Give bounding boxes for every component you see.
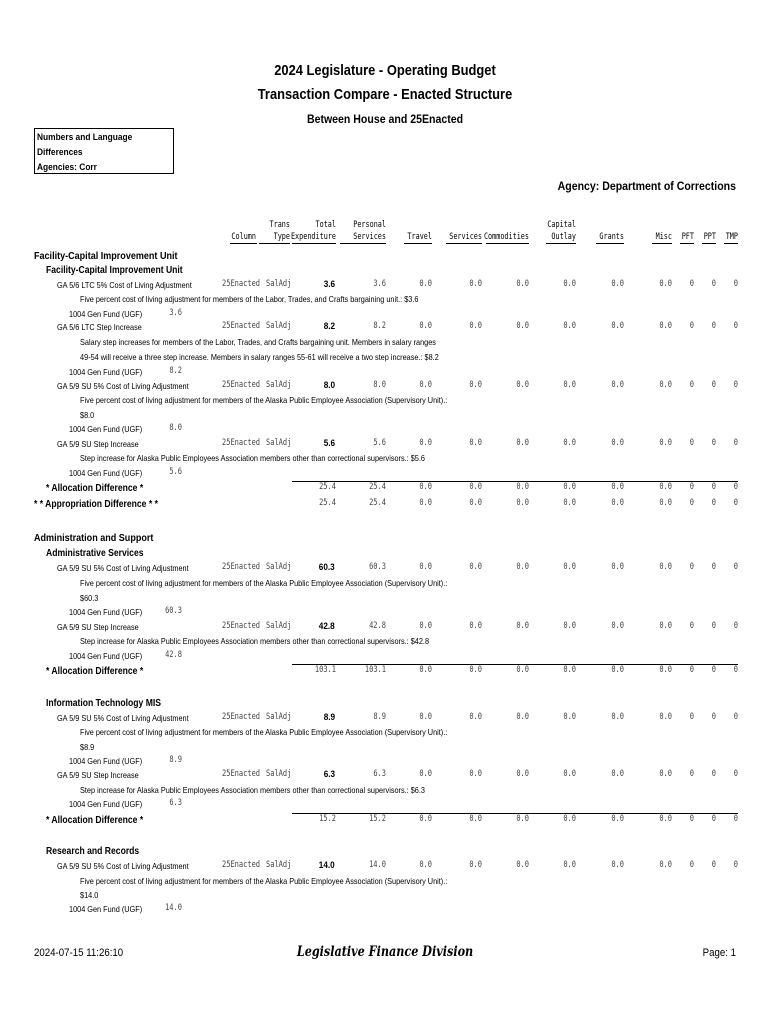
value-cell: 0 — [733, 860, 738, 870]
value-cell: 0.0 — [516, 860, 529, 870]
header-tmp: TMP — [725, 232, 738, 242]
transaction-column: 25Enacted — [222, 321, 261, 331]
value-cell: 6.3 — [373, 769, 386, 779]
transaction-description: Salary step increases for members of the Labor, Trades, and Crafts bargaining unit. Members in salary ranges — [80, 337, 436, 347]
value-cell: 0.0 — [611, 769, 624, 779]
value-cell: 0.0 — [611, 380, 624, 390]
header-personal: Personal — [353, 220, 386, 230]
header-total: Total — [315, 220, 336, 230]
fund-source: 1004 Gen Fund (UGF) — [69, 607, 143, 617]
appropriation-difference: * * Appropriation Difference * * — [34, 499, 158, 510]
total-value-cell: 25.4 — [319, 482, 336, 492]
value-cell: 42.8 — [369, 621, 386, 631]
header-type: Type — [273, 232, 290, 242]
header-ppt: PPT — [703, 232, 716, 242]
total-value-cell: 0.0 — [419, 665, 432, 675]
value-cell: 6.3 — [323, 769, 336, 780]
transaction-column: 25Enacted — [222, 380, 261, 390]
transaction-description: Five percent cost of living adjustment for members of the Alaska Public Employee Association (Supervisory Unit).: — [80, 578, 448, 588]
total-value-cell: 25.4 — [319, 498, 336, 508]
transaction-description: $8.9 — [80, 742, 95, 752]
total-value-cell: 0.0 — [563, 814, 576, 824]
value-cell: 0 — [733, 712, 738, 722]
fund-source: 1004 Gen Fund (UGF) — [69, 468, 143, 478]
allocation-heading: Research and Records — [46, 846, 140, 857]
value-cell: 0.0 — [419, 279, 432, 289]
value-cell: 0 — [689, 621, 694, 631]
value-cell: 0.0 — [419, 321, 432, 331]
total-value-cell: 0.0 — [469, 814, 482, 824]
transaction-type: SalAdj — [266, 279, 292, 289]
fund-amount: 6.3 — [169, 798, 182, 808]
value-cell: 0.0 — [516, 321, 529, 331]
transaction-description: Five percent cost of living adjustment for members of the Alaska Public Employee Association (Supervisory Unit).: — [80, 876, 448, 886]
header-expenditure: Expenditure — [290, 232, 336, 242]
transaction-name: GA 5/9 SU Step Increase — [57, 622, 139, 632]
value-cell: 0.0 — [563, 562, 576, 572]
allocation-difference: * Allocation Difference * — [46, 483, 144, 494]
fund-source: 1004 Gen Fund (UGF) — [69, 756, 143, 766]
value-cell: 0 — [733, 562, 738, 572]
total-value-cell: 0.0 — [516, 665, 529, 675]
total-value-cell: 0.0 — [516, 814, 529, 824]
fund-amount: 3.6 — [169, 308, 182, 318]
fund-amount: 5.6 — [169, 467, 182, 477]
value-cell: 0.0 — [659, 279, 672, 289]
transaction-name: GA 5/9 SU Step Increase — [57, 770, 139, 780]
fund-source: 1004 Gen Fund (UGF) — [69, 309, 143, 319]
value-cell: 0 — [689, 769, 694, 779]
allocation-heading: Facility-Capital Improvement Unit — [46, 265, 183, 276]
value-cell: 0 — [733, 321, 738, 331]
total-value-cell: 0 — [689, 482, 694, 492]
transaction-description: Five percent cost of living adjustment for members of the Alaska Public Employee Association (Supervisory Unit).: — [80, 727, 448, 737]
value-cell: 0.0 — [419, 380, 432, 390]
fund-amount: 14.0 — [165, 903, 182, 913]
value-cell: 0.0 — [563, 621, 576, 631]
value-cell: 0 — [711, 860, 716, 870]
value-cell: 0.0 — [611, 279, 624, 289]
section-heading: Administration and Support — [34, 532, 154, 544]
filter-line: Numbers and Language — [37, 132, 133, 143]
header-trans: Trans — [269, 220, 290, 230]
value-cell: 0 — [711, 380, 716, 390]
value-cell: 0.0 — [563, 380, 576, 390]
total-value-cell: 0.0 — [659, 498, 672, 508]
value-cell: 0 — [689, 562, 694, 572]
value-cell: 0.0 — [469, 279, 482, 289]
value-cell: 0.0 — [469, 380, 482, 390]
allocation-heading: Administrative Services — [46, 548, 144, 559]
value-cell: 0.0 — [611, 321, 624, 331]
value-cell: 8.2 — [323, 321, 336, 332]
total-value-cell: 0.0 — [469, 498, 482, 508]
transaction-description: $14.0 — [80, 890, 99, 900]
allocation-difference: * Allocation Difference * — [46, 815, 144, 826]
fund-source: 1004 Gen Fund (UGF) — [69, 424, 143, 434]
value-cell: 0.0 — [611, 562, 624, 572]
transaction-name: GA 5/6 LTC 5% Cost of Living Adjustment — [57, 280, 192, 290]
footer-page: Page: 1 — [702, 947, 736, 959]
total-value-cell: 15.2 — [369, 814, 386, 824]
value-cell: 0.0 — [659, 769, 672, 779]
value-cell: 0.0 — [516, 279, 529, 289]
value-cell: 0.0 — [563, 860, 576, 870]
value-cell: 0 — [689, 279, 694, 289]
value-cell: 60.3 — [318, 562, 335, 573]
value-cell: 0 — [733, 621, 738, 631]
header-commodities: Commodities — [483, 232, 529, 242]
value-cell: 5.6 — [323, 438, 336, 449]
total-value-cell: 0 — [711, 498, 716, 508]
value-cell: 0 — [711, 769, 716, 779]
transaction-type: SalAdj — [266, 321, 292, 331]
header-pft: PFT — [681, 232, 694, 242]
transaction-name: GA 5/9 SU 5% Cost of Living Adjustment — [57, 861, 189, 871]
transaction-name: GA 5/9 SU 5% Cost of Living Adjustment — [57, 563, 189, 573]
value-cell: 0.0 — [659, 438, 672, 448]
value-cell: 42.8 — [318, 621, 335, 632]
value-cell: 0.0 — [516, 769, 529, 779]
total-value-cell: 0 — [711, 482, 716, 492]
value-cell: 8.0 — [373, 380, 386, 390]
value-cell: 0.0 — [469, 438, 482, 448]
value-cell: 8.9 — [373, 712, 386, 722]
transaction-column: 25Enacted — [222, 860, 261, 870]
value-cell: 0.0 — [563, 279, 576, 289]
value-cell: 8.9 — [323, 712, 336, 723]
value-cell: 0.0 — [659, 321, 672, 331]
transaction-type: SalAdj — [266, 712, 292, 722]
total-value-cell: 0.0 — [659, 814, 672, 824]
value-cell: 0.0 — [419, 438, 432, 448]
report-title: 2024 Legislature - Operating Budget — [274, 62, 496, 79]
value-cell: 0.0 — [563, 769, 576, 779]
section-heading: Facility-Capital Improvement Unit — [34, 250, 178, 262]
total-value-cell: 0.0 — [563, 498, 576, 508]
footer-division: Legislative Finance Division — [296, 944, 474, 960]
transaction-type: SalAdj — [266, 380, 292, 390]
total-value-cell: 0 — [689, 665, 694, 675]
allocation-difference: * Allocation Difference * — [46, 666, 144, 677]
total-value-cell: 0.0 — [611, 482, 624, 492]
header-misc: Misc — [655, 232, 672, 242]
total-value-cell: 0.0 — [419, 814, 432, 824]
fund-amount: 8.9 — [169, 755, 182, 765]
agency-title: Agency: Department of Corrections — [557, 179, 736, 193]
total-value-cell: 0 — [733, 498, 738, 508]
value-cell: 0 — [733, 769, 738, 779]
fund-amount: 8.2 — [169, 366, 182, 376]
fund-amount: 42.8 — [165, 650, 182, 660]
value-cell: 0.0 — [611, 438, 624, 448]
total-value-cell: 0 — [711, 665, 716, 675]
header-capital: Capital — [547, 220, 576, 230]
value-cell: 0.0 — [469, 769, 482, 779]
header-grants: Grants — [599, 232, 624, 242]
value-cell: 0.0 — [563, 321, 576, 331]
value-cell: 0.0 — [516, 380, 529, 390]
transaction-description: Step increase for Alaska Public Employees Association members other than correctional supervisors.: $6.3 — [80, 785, 425, 795]
value-cell: 0.0 — [516, 562, 529, 572]
transaction-type: SalAdj — [266, 562, 292, 572]
total-value-cell: 0 — [689, 814, 694, 824]
value-cell: 0 — [711, 712, 716, 722]
total-value-cell: 0.0 — [469, 482, 482, 492]
value-cell: 0 — [689, 321, 694, 331]
value-cell: 0.0 — [469, 321, 482, 331]
value-cell: 0 — [689, 712, 694, 722]
fund-source: 1004 Gen Fund (UGF) — [69, 651, 143, 661]
value-cell: 0.0 — [469, 860, 482, 870]
value-cell: 8.2 — [373, 321, 386, 331]
value-cell: 0.0 — [611, 712, 624, 722]
value-cell: 5.6 — [373, 438, 386, 448]
value-cell: 0 — [733, 380, 738, 390]
value-cell: 0.0 — [419, 562, 432, 572]
transaction-type: SalAdj — [266, 438, 292, 448]
footer-timestamp: 2024-07-15 11:26:10 — [34, 947, 124, 959]
value-cell: 0.0 — [516, 712, 529, 722]
value-cell: 0.0 — [659, 712, 672, 722]
total-value-cell: 0.0 — [419, 498, 432, 508]
filter-box — [34, 128, 174, 174]
transaction-description: 49-54 will receive a three step increase. Members in salary ranges 55-61 will receive a two step increase.: $8.2 — [80, 352, 439, 362]
transaction-type: SalAdj — [266, 621, 292, 631]
transaction-description: Five percent cost of living adjustment for members of the Labor, Trades, and Crafts bargaining unit.: $3.6 — [80, 294, 419, 304]
filter-line: Differences — [37, 147, 83, 158]
fund-source: 1004 Gen Fund (UGF) — [69, 904, 143, 914]
transaction-description: Five percent cost of living adjustment for members of the Alaska Public Employee Association (Supervisory Unit).: — [80, 395, 448, 405]
value-cell: 0.0 — [516, 438, 529, 448]
value-cell: 0 — [711, 321, 716, 331]
total-value-cell: 15.2 — [319, 814, 336, 824]
total-value-cell: 0.0 — [659, 482, 672, 492]
total-value-cell: 0.0 — [469, 665, 482, 675]
value-cell: 0.0 — [563, 712, 576, 722]
value-cell: 0.0 — [611, 621, 624, 631]
transaction-name: GA 5/9 SU 5% Cost of Living Adjustment — [57, 381, 189, 391]
fund-source: 1004 Gen Fund (UGF) — [69, 367, 143, 377]
report-title-2: Transaction Compare - Enacted Structure — [257, 86, 513, 103]
total-value-cell: 0 — [689, 498, 694, 508]
fund-amount: 8.0 — [169, 423, 182, 433]
value-cell: 60.3 — [369, 562, 386, 572]
value-cell: 0.0 — [469, 562, 482, 572]
transaction-column: 25Enacted — [222, 279, 261, 289]
total-value-cell: 0.0 — [516, 482, 529, 492]
total-value-cell: 25.4 — [369, 482, 386, 492]
value-cell: 3.6 — [323, 279, 336, 290]
total-value-cell: 0 — [733, 814, 738, 824]
transaction-column: 25Enacted — [222, 438, 261, 448]
total-value-cell: 0.0 — [611, 814, 624, 824]
allocation-heading: Information Technology MIS — [46, 698, 161, 709]
value-cell: 0 — [711, 279, 716, 289]
transaction-name: GA 5/6 LTC Step Increase — [57, 322, 142, 332]
header-travel: Travel — [407, 232, 432, 242]
transaction-type: SalAdj — [266, 769, 292, 779]
transaction-description: $8.0 — [80, 410, 95, 420]
fund-source: 1004 Gen Fund (UGF) — [69, 799, 143, 809]
transaction-type: SalAdj — [266, 860, 292, 870]
total-rule — [292, 664, 738, 665]
value-cell: 0.0 — [469, 621, 482, 631]
transaction-column: 25Enacted — [222, 712, 261, 722]
value-cell: 0 — [711, 562, 716, 572]
value-cell: 3.6 — [373, 279, 386, 289]
report-subtitle: Between House and 25Enacted — [306, 112, 464, 126]
total-value-cell: 0 — [711, 814, 716, 824]
value-cell: 0 — [689, 438, 694, 448]
fund-amount: 60.3 — [165, 606, 182, 616]
value-cell: 0.0 — [563, 438, 576, 448]
transaction-name: GA 5/9 SU 5% Cost of Living Adjustment — [57, 713, 189, 723]
value-cell: 0 — [711, 621, 716, 631]
header-outlay: Outlay — [551, 232, 576, 242]
transaction-description: Step increase for Alaska Public Employees Association members other than correctional supervisors.: $42.8 — [80, 636, 430, 646]
total-value-cell: 103.1 — [364, 665, 386, 675]
value-cell: 0 — [733, 438, 738, 448]
value-cell: 0.0 — [659, 621, 672, 631]
transaction-description: Step increase for Alaska Public Employees Association members other than correctional supervisors.: $5.6 — [80, 453, 425, 463]
total-value-cell: 25.4 — [369, 498, 386, 508]
header-services-ps: Services — [353, 232, 386, 242]
total-rule — [292, 481, 738, 482]
transaction-description: $60.3 — [80, 593, 99, 603]
value-cell: 0.0 — [659, 562, 672, 572]
value-cell: 0 — [689, 860, 694, 870]
value-cell: 0.0 — [419, 769, 432, 779]
header-column: Column — [231, 232, 256, 242]
value-cell: 14.0 — [369, 860, 386, 870]
total-value-cell: 0 — [733, 665, 738, 675]
total-value-cell: 103.1 — [314, 665, 336, 675]
value-cell: 0.0 — [469, 712, 482, 722]
value-cell: 0.0 — [419, 860, 432, 870]
total-value-cell: 0.0 — [563, 482, 576, 492]
transaction-name: GA 5/9 SU Step Increase — [57, 439, 139, 449]
total-value-cell: 0.0 — [516, 498, 529, 508]
value-cell: 0 — [733, 279, 738, 289]
total-rule — [292, 813, 738, 814]
filter-line: Agencies: Corr — [37, 162, 97, 173]
value-cell: 0.0 — [516, 621, 529, 631]
transaction-column: 25Enacted — [222, 769, 261, 779]
value-cell: 0.0 — [419, 621, 432, 631]
value-cell: 0.0 — [419, 712, 432, 722]
transaction-column: 25Enacted — [222, 621, 261, 631]
total-value-cell: 0 — [733, 482, 738, 492]
value-cell: 0 — [689, 380, 694, 390]
total-value-cell: 0.0 — [659, 665, 672, 675]
value-cell: 0.0 — [659, 380, 672, 390]
transaction-column: 25Enacted — [222, 562, 261, 572]
value-cell: 8.0 — [323, 380, 336, 391]
value-cell: 0.0 — [659, 860, 672, 870]
value-cell: 14.0 — [318, 860, 335, 871]
total-value-cell: 0.0 — [419, 482, 432, 492]
total-value-cell: 0.0 — [563, 665, 576, 675]
header-services: Services — [449, 232, 482, 242]
value-cell: 0.0 — [611, 860, 624, 870]
total-value-cell: 0.0 — [611, 498, 624, 508]
total-value-cell: 0.0 — [611, 665, 624, 675]
value-cell: 0 — [711, 438, 716, 448]
